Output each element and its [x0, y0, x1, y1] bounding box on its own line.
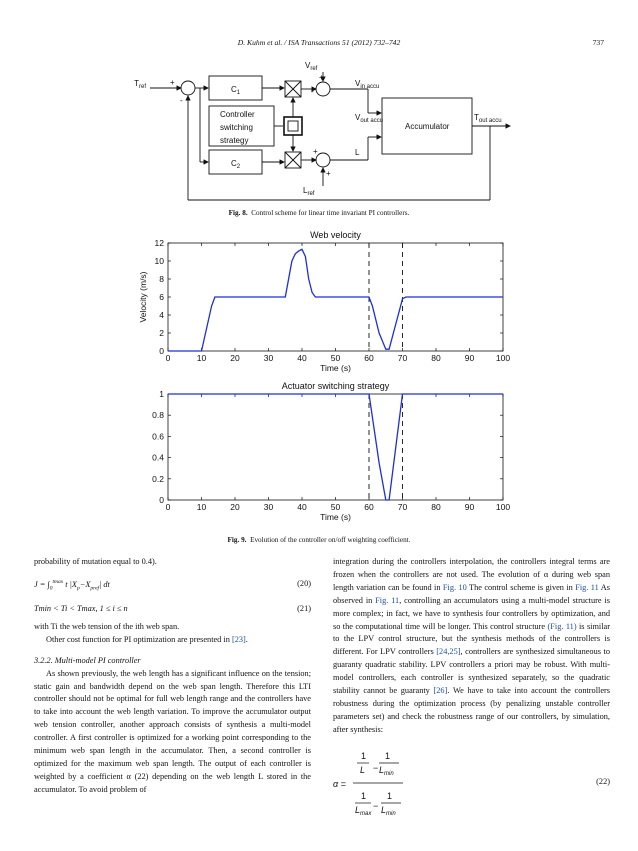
svg-text:Controller: Controller [220, 110, 255, 119]
chart-title: Actuator switching strategy [281, 381, 390, 391]
svg-text:+: + [326, 169, 331, 178]
y-tick-label: 0 [159, 346, 164, 356]
svg-text:1: 1 [361, 790, 367, 801]
x-tick-label: 60 [364, 353, 374, 363]
chart-actuator-switching [152, 381, 510, 522]
ref-26-link[interactable]: [26] [433, 686, 448, 696]
svg-text:+: + [313, 147, 318, 156]
x-tick-label: 0 [165, 502, 171, 512]
plot-area [168, 394, 503, 500]
svg-text:Vref: $V_{ref}$ [305, 61, 318, 72]
svg-text:L: L [355, 148, 360, 157]
svg-text:−: − [373, 800, 379, 811]
svg-text:Lmin: $L_{min}$ [379, 764, 394, 777]
x-tick-label: 90 [464, 353, 475, 363]
x-tick-label: 10 [196, 502, 207, 512]
switch-symbol [284, 117, 302, 135]
c2-label: $C_2$ [231, 159, 241, 170]
paragraph-right: integration during the controllers interpolation, the controllers integral terms are frozen when the controllers are not used. The evolution of α during web span length variation can be found in Fig. 10 The control scheme is given in Fig. 11 As observed in Fig. 11, controlling an accumulators using a multi-model structure is more complex; in fact, we have to synthesis four controllers by optimization, and so the computational time will be longer. This control structure (Fig. 11) is similar to the LPV control structure, but the synthesis methods of the controllers is different. For LPV controllers [24,25], controllers are synthesized simultaneous to guaranty quadratic stability. LPV controllers a priori may be robust. With multi-model controllers, each controller is synthesized separately, so the quadratic stability cannot be guaranty [26]. We have to take into account the controllers robustness during the optimization process (by penalizing unstable controller parameters set) and check the robustness range of our controllers, by simulation, after synthesis: [333, 557, 610, 734]
svg-text:-: - [311, 87, 314, 96]
y-tick-label: 4 [159, 310, 164, 320]
ref-24-25-link[interactable]: [24,25] [436, 647, 461, 657]
x-tick-label: 40 [297, 502, 307, 512]
ref-fig10-link[interactable]: Fig. 10 [442, 582, 467, 592]
sum-junction-1 [181, 81, 195, 95]
paragraph-intro: probability of mutation equal to 0.4). [34, 557, 157, 566]
y-tick-label: 12 [154, 238, 164, 248]
sum-junction-2 [316, 82, 330, 96]
svg-text:L: L [360, 764, 366, 775]
svg-text:−: − [373, 762, 379, 773]
y-tick-label: 0.6 [152, 431, 164, 442]
c1-label: $C_1$ [231, 85, 241, 96]
x-tick-label: 50 [330, 353, 341, 363]
y-tick-label: 8 [159, 274, 164, 284]
x-tick-label: 100 [495, 353, 511, 363]
equation-20: $J = \int_0^{tmax}$ t $|X_p-X_{pref}|$ dt (20) [34, 578, 311, 592]
y-axis-label: Velocity (m/s) [138, 271, 148, 323]
svg-text:1: 1 [385, 750, 391, 761]
page-number: 737 [592, 38, 604, 47]
svg-text:α =: α = [333, 778, 346, 789]
x-tick-label: 80 [431, 353, 441, 363]
y-tick-label: 0.8 [152, 410, 164, 421]
journal-citation: D. Kuhm et al. / ISA Transactions 51 (2012) 732–742 [237, 38, 401, 47]
y-tick-label: 0.4 [152, 452, 164, 463]
y-tick-label: 10 [154, 256, 164, 266]
svg-text:Lmax: $L_{max}$ [355, 804, 372, 817]
fig9-charts [0, 222, 638, 532]
x-tick-label: 70 [397, 502, 408, 512]
x-tick-label: 20 [230, 353, 240, 363]
svg-text:+: + [319, 73, 324, 82]
sum-junction-3 [316, 153, 330, 167]
svg-text:Vin accu: $V_{in accu}$ [355, 79, 380, 90]
svg-text:+: + [170, 78, 175, 87]
svg-text:strategy: strategy [220, 136, 249, 145]
equation-22: α = 1 L − 1 $L_{min}$ 1 $L_{max}$ − 1 $L_{min}$ (22) [333, 750, 610, 817]
svg-text:1: 1 [387, 790, 393, 801]
ref-fig11-link[interactable]: Fig. 11 [375, 595, 400, 605]
svg-text:Tout accu: $T_{out accu}$ [474, 113, 502, 124]
svg-text:Tref: $T_{ref}$ [134, 79, 146, 90]
paragraph-with: with Ti the web tension of the ith web span. [34, 621, 180, 631]
x-tick-label: 60 [364, 502, 374, 512]
svg-text:switching: switching [220, 123, 253, 132]
paragraph-other: Other cost function for PI optimization are presented in [23]. [46, 634, 248, 644]
x-tick-label: 30 [263, 353, 274, 363]
svg-text:Vout accu: $V_{out accu}$ [355, 113, 384, 124]
svg-text:Lref: $L_{ref}$ [303, 186, 315, 197]
x-tick-label: 50 [330, 502, 341, 512]
y-tick-label: 0 [159, 495, 164, 505]
chart-web-velocity [138, 230, 510, 373]
x-tick-label: 90 [464, 502, 475, 512]
x-tick-label: 100 [495, 502, 511, 512]
chart-title: Web velocity [310, 230, 361, 240]
x-axis-label: Time (s) [320, 363, 351, 373]
x-tick-label: 80 [431, 502, 441, 512]
x-tick-label: 30 [263, 502, 274, 512]
ref-23-link[interactable]: [23] [231, 634, 246, 644]
x-tick-label: 70 [397, 353, 408, 363]
right-column [333, 556, 610, 825]
fig9-caption: Fig. 9. Evolution of the controller on/off weighting coefficient. [227, 536, 411, 544]
svg-text:-: - [180, 96, 183, 105]
fig8-block-diagram [0, 0, 638, 225]
x-tick-label: 20 [230, 502, 240, 512]
paragraph-main: As shown previously, the web length has a significant influence on the tension; static gain and bandwidth depend on the web span length. Therefore this LTI controller should not be optimal for full web length range and the controllers have to take into account the web length variation. To improve the accumulator output web tension controller, another approach consists of synthesis a multi-model controller. A first controller is optimized for a working point corresponding to the minimum web span length in the accumulator. Then, a second controller is optimized for the maximum web span length. The output of each controller is weighted by a coefficient α (22) depending on the web length L stored in the accumulator. To avoid problem of [34, 668, 311, 794]
x-tick-label: 40 [297, 353, 307, 363]
fig8-caption: Fig. 8. Control scheme for linear time invariant PI controllers. [228, 209, 410, 217]
y-tick-label: 0.2 [152, 473, 164, 484]
x-tick-label: 10 [196, 353, 207, 363]
svg-text:Lmin: $L_{min}$ [381, 804, 396, 817]
svg-text:1: 1 [361, 750, 367, 761]
ref-fig11-link[interactable]: (Fig. 11) [547, 621, 577, 631]
ref-fig11-link[interactable]: Fig. 11 [575, 582, 599, 592]
y-tick-label: 2 [159, 328, 164, 338]
y-tick-label: 1 [159, 389, 164, 399]
subsection-heading: 3.2.2. Multi-model PI controller [34, 655, 141, 665]
y-tick-label: 6 [159, 292, 164, 302]
x-tick-label: 0 [165, 353, 171, 363]
equation-21: Tmin < Ti < Tmax, 1 ≤ i ≤ n (21) [34, 603, 311, 613]
svg-text:Accumulator: Accumulator [405, 122, 450, 131]
x-axis-label: Time (s) [320, 512, 351, 522]
left-column [34, 556, 311, 797]
